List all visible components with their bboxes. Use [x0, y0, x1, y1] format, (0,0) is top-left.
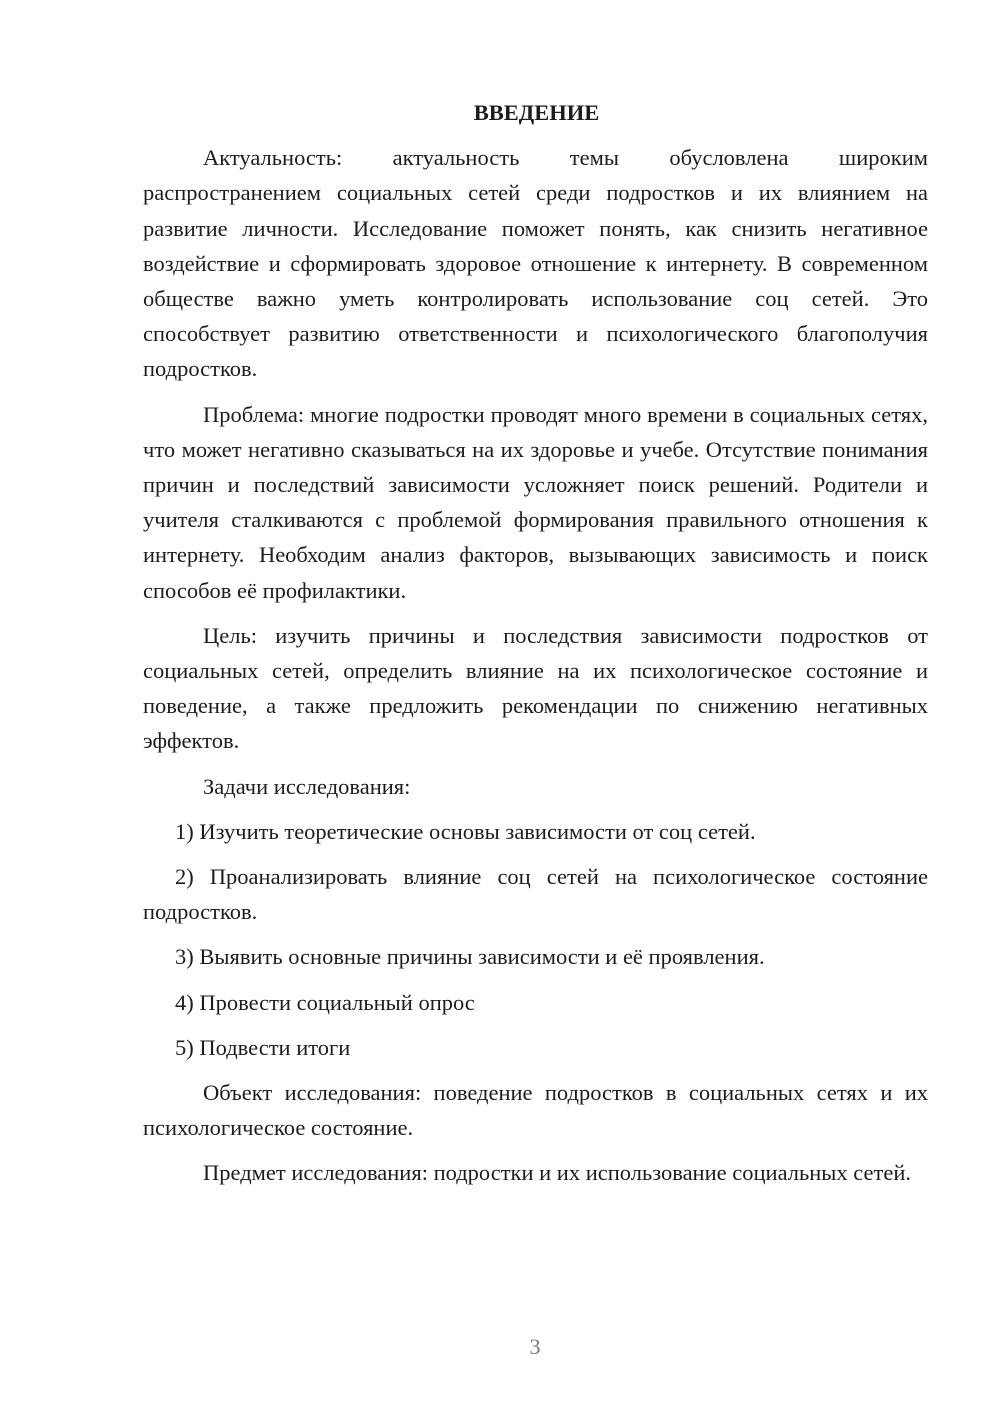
object-paragraph: Объект исследования: поведение подростков в социальных сетях и их психологическое состояние. [143, 1080, 928, 1141]
task-item-4: 4) Провести социальный опрос [175, 989, 475, 1015]
task-item-1: 1) Изучить теоретические основы зависимости от соц сетей. [175, 818, 756, 844]
goal-paragraph: Цель: изучить причины и последствия зависимости подростков от социальных сетей, определить влияние на их психологическое состояние и поведение, а также предложить рекомендации по снижению негативных эффектов. [143, 622, 928, 754]
page-number: 3 [529, 1334, 541, 1359]
relevance-paragraph: Актуальность: актуальность темы обусловлена широким распространением социальных сетей среди подростков и их влиянием на развитие личности. Исследование поможет понять, как снизить негативное воздействие и сформировать здоровое отношение к интернету. В современном обществе важно уметь контролировать использование соц сетей. Это способствует развитию ответственности и психологического благополучия подростков. [143, 145, 928, 382]
subject-paragraph: Предмет исследования: подростки и их использование социальных сетей. [203, 1160, 912, 1186]
task-item-3: 3) Выявить основные причины зависимости и её проявления. [175, 944, 765, 970]
tasks-heading: Задачи исследования: [203, 773, 411, 799]
task-item-5: 5) Подвести итоги [175, 1034, 351, 1060]
problem-paragraph: Проблема: многие подростки проводят много времени в социальных сетях, что может негативно сказываться на их здоровье и учебе. Отсутствие понимания причин и последствий зависимости усложняет поиск решений. Родители и учителя сталкиваются с проблемой формирования правильного отношения к интернету. Необходим анализ факторов, вызывающих зависимость и поиск способов её профилактики. [143, 401, 928, 603]
section-heading: ВВЕДЕНИЕ [473, 100, 600, 125]
document-page [143, 95, 928, 1201]
task-item-2: 2) Проанализировать влияние соц сетей на психологическое состояние подростков. [143, 864, 928, 925]
